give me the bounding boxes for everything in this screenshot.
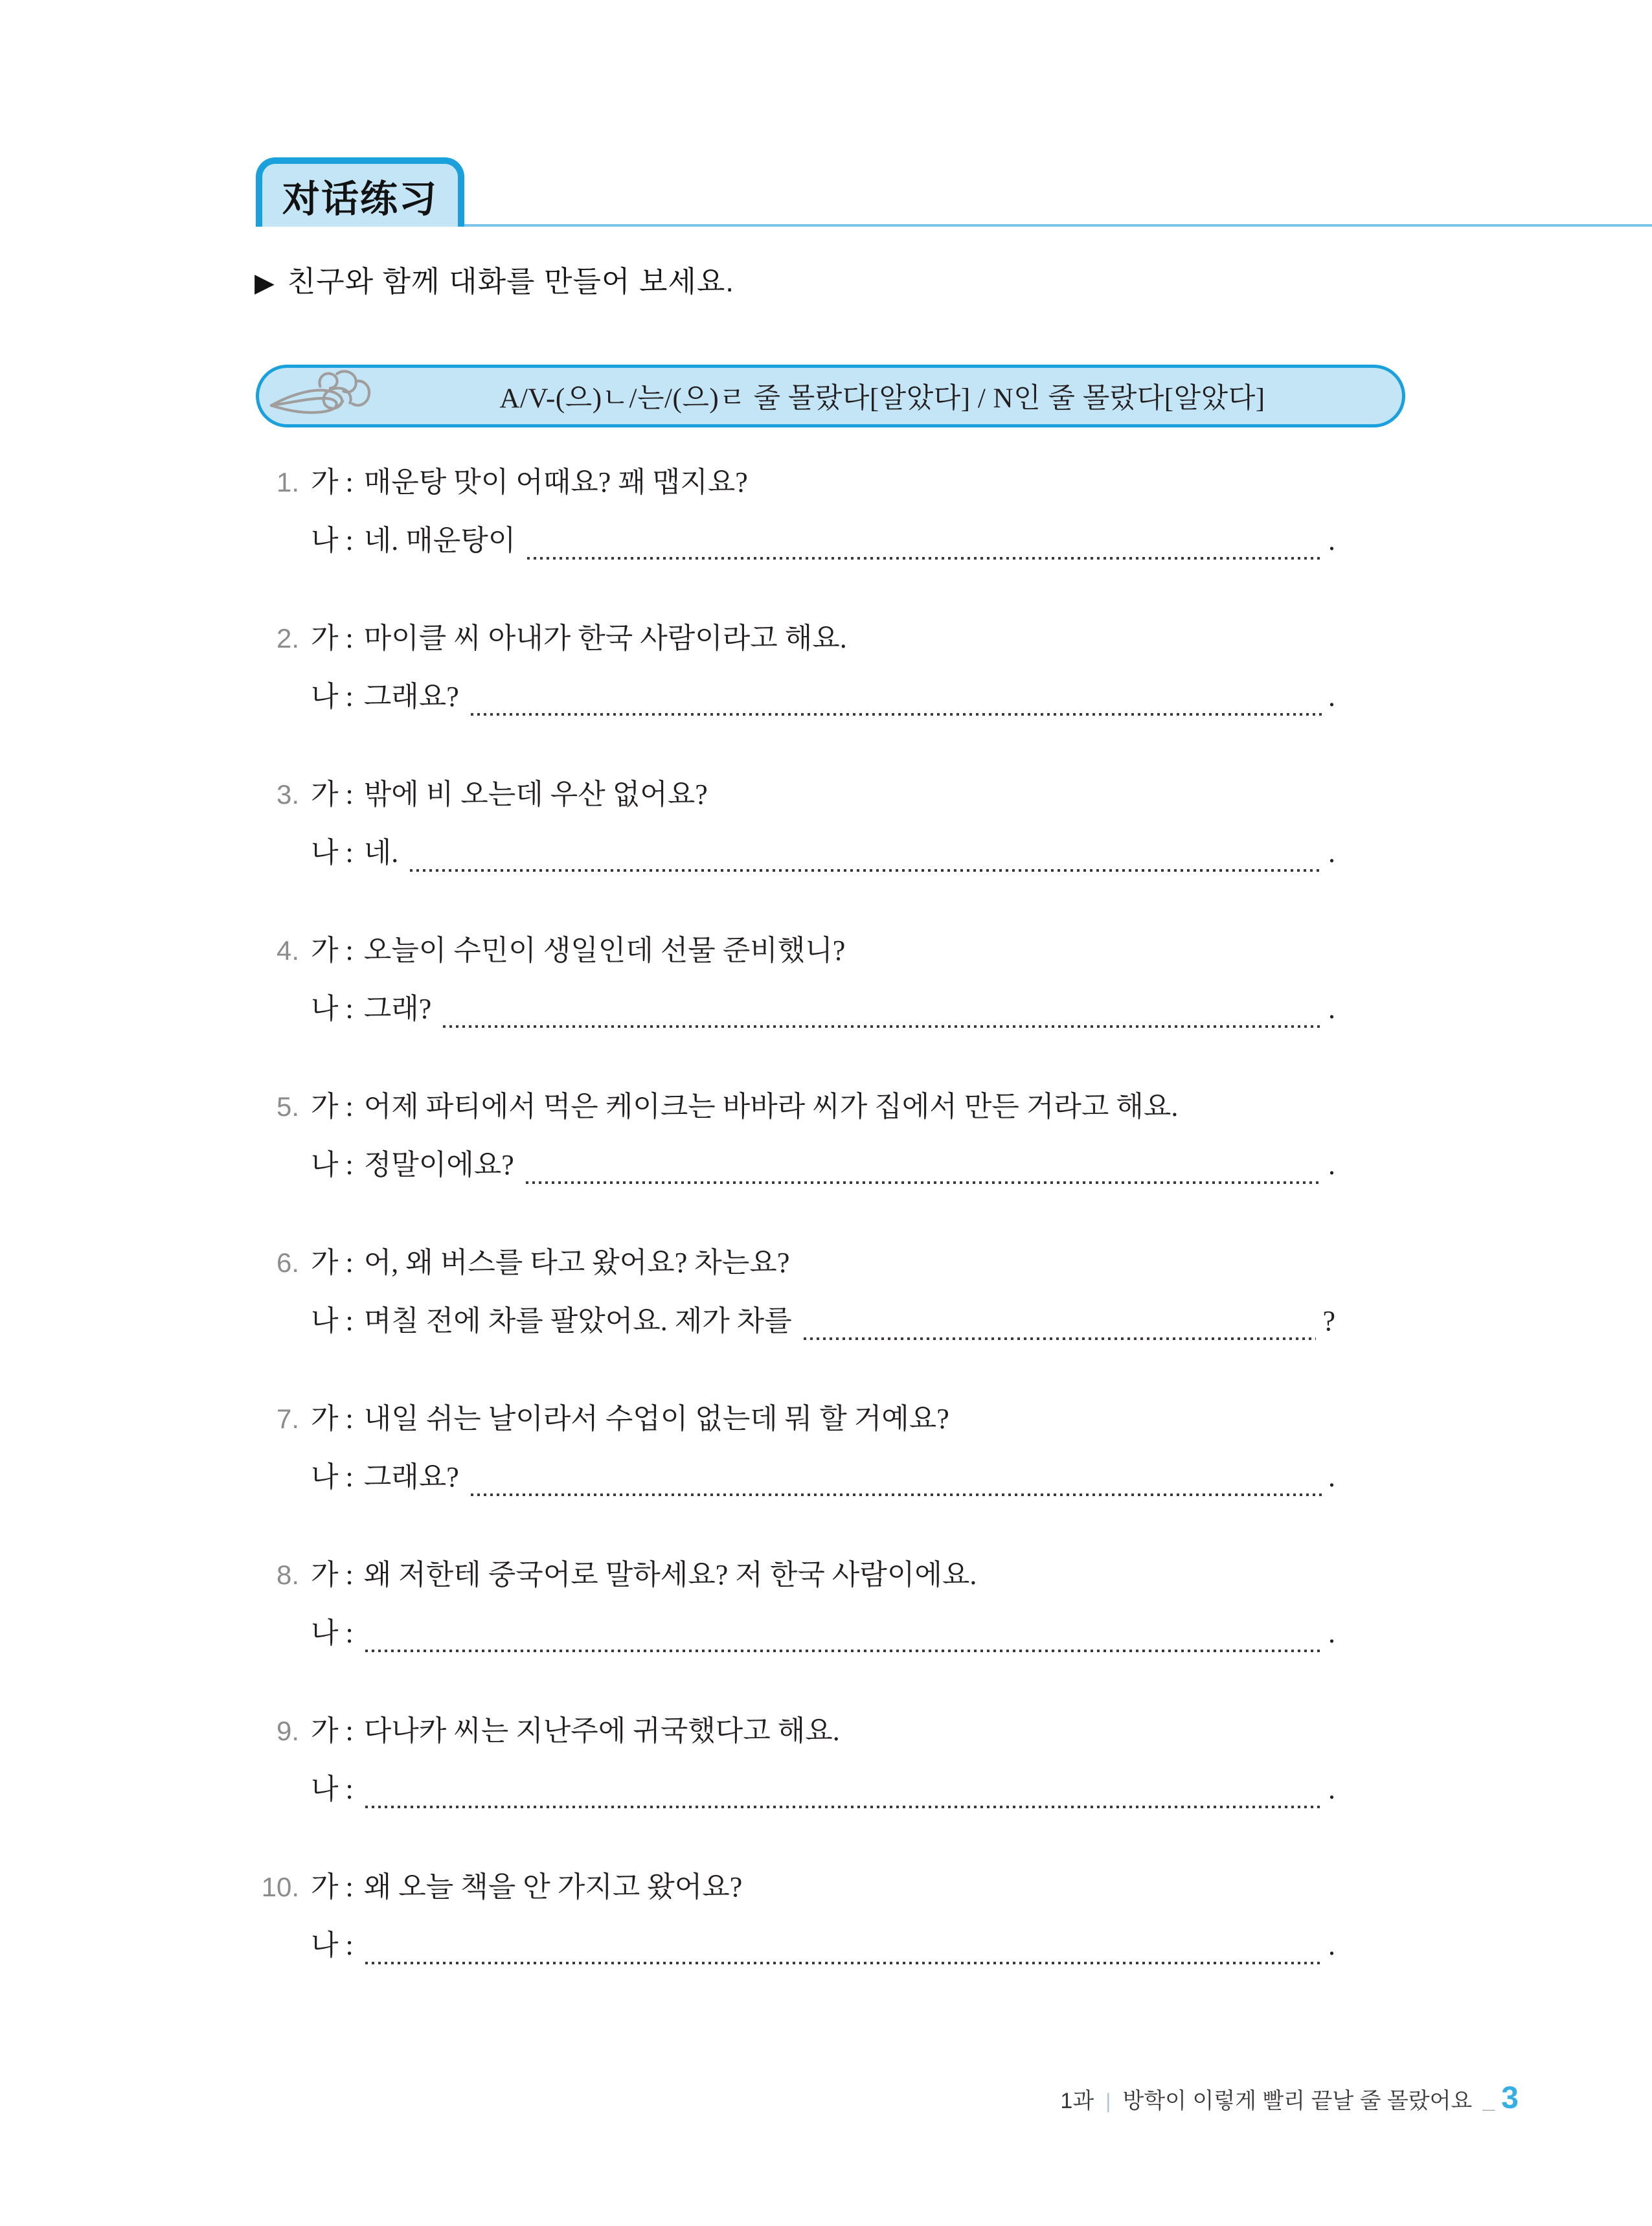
answer-punctuation: . [1328, 1773, 1335, 1805]
question-row [258, 922, 1335, 980]
question-text: 내일 쉬는 날이라서 수업이 없는데 뭐 할 거예요? [363, 1403, 949, 1435]
speaker-b-label: 나 : [311, 1461, 354, 1493]
answer-prefix: 정말이에요? [363, 1149, 514, 1181]
question-text: 어제 파티에서 먹은 케이크는 바바라 씨가 집에서 만든 거라고 해요. [363, 1091, 1179, 1122]
answer-blank [365, 1650, 1322, 1652]
exercise-item [258, 1234, 1335, 1350]
exercise-number: 2. [276, 623, 299, 653]
page-footer [1060, 2080, 1519, 2116]
answer-punctuation: . [1328, 525, 1335, 556]
exercise-number: 9. [276, 1716, 299, 1746]
answer-punctuation: . [1328, 993, 1335, 1025]
speaker-a-label: 가 : [311, 1871, 354, 1903]
speaker-a-label: 가 : [311, 622, 354, 654]
speaker-a-label: 가 : [311, 1715, 354, 1747]
answer-row [258, 1916, 1335, 1975]
exercise-number: 5. [276, 1091, 299, 1122]
triangle-bullet-icon: ▶ [255, 269, 275, 297]
exercise-item [258, 1390, 1335, 1506]
footer-lesson-title: 방학이 이렇게 빨리 끝날 줄 몰랐어요 [1122, 2089, 1473, 2113]
answer-blank [471, 1493, 1322, 1496]
section-tab-label: 对话练习 [282, 177, 438, 220]
answer-row [258, 1136, 1335, 1194]
answer-prefix: 네. [363, 837, 399, 869]
answer-prefix: 그래요? [363, 1461, 459, 1493]
answer-punctuation: . [1328, 1149, 1335, 1181]
speaker-b-label: 나 : [311, 837, 354, 869]
question-row [258, 1702, 1335, 1760]
speaker-b-label: 나 : [311, 1617, 354, 1649]
answer-punctuation: . [1328, 837, 1335, 869]
answer-row [258, 824, 1335, 882]
exercise-item [258, 1858, 1335, 1975]
exercise-number: 1. [276, 467, 299, 497]
exercise-number: 6. [276, 1247, 299, 1278]
exercise-item [258, 1546, 1335, 1663]
answer-prefix: 그래? [363, 993, 432, 1025]
speaker-a-label: 가 : [311, 466, 354, 498]
answer-row [258, 1448, 1335, 1506]
question-row [258, 1234, 1335, 1292]
exercise-item [258, 766, 1335, 882]
answer-row [258, 980, 1335, 1038]
answer-row [258, 1292, 1335, 1350]
exercise-number: 8. [276, 1560, 299, 1590]
cloud-swirl-icon [263, 369, 383, 428]
answer-prefix: 네. 매운탕이 [363, 525, 516, 556]
speaker-b-label: 나 : [311, 1929, 354, 1961]
question-text: 어, 왜 버스를 타고 왔어요? 차는요? [363, 1247, 790, 1278]
question-text: 다나카 씨는 지난주에 귀국했다고 해요. [363, 1715, 840, 1747]
question-row [258, 1390, 1335, 1448]
footer-dash: _ [1482, 2089, 1495, 2113]
speaker-a-label: 가 : [311, 935, 354, 966]
answer-prefix: 며칠 전에 차를 팔았어요. 제가 차를 [363, 1305, 792, 1337]
answer-blank [804, 1337, 1317, 1340]
exercise-number: 10. [261, 1872, 299, 1902]
speaker-b-label: 나 : [311, 525, 354, 556]
question-row [258, 453, 1335, 512]
speaker-b-label: 나 : [311, 1773, 354, 1805]
instruction [255, 258, 734, 300]
speaker-a-label: 가 : [311, 1091, 354, 1122]
footer-chapter: 1과 [1060, 2089, 1094, 2113]
exercise-number: 7. [276, 1403, 299, 1434]
answer-blank [365, 1962, 1322, 1964]
speaker-a-label: 가 : [311, 1559, 354, 1591]
speaker-b-label: 나 : [311, 1149, 354, 1181]
speaker-a-label: 가 : [311, 778, 354, 810]
answer-punctuation: . [1328, 681, 1335, 712]
question-text: 오늘이 수민이 생일인데 선물 준비했니? [363, 935, 846, 966]
grammar-banner [256, 365, 1405, 427]
answer-punctuation: . [1328, 1929, 1335, 1961]
footer-separator: | [1105, 2089, 1111, 2113]
answer-blank [410, 869, 1322, 872]
answer-row [258, 668, 1335, 726]
speaker-b-label: 나 : [311, 681, 354, 712]
question-text: 마이클 씨 아내가 한국 사람이라고 해요. [363, 622, 847, 654]
answer-blank [471, 713, 1322, 716]
instruction-text: 친구와 함께 대화를 만들어 보세요. [287, 265, 734, 298]
footer-page-number: 3 [1501, 2081, 1519, 2115]
exercise-number: 3. [276, 779, 299, 810]
question-text: 왜 저한테 중국어로 말하세요? 저 한국 사람이에요. [363, 1559, 977, 1591]
exercise-number: 4. [276, 935, 299, 966]
exercise-item [258, 1702, 1335, 1819]
speaker-b-label: 나 : [311, 993, 354, 1025]
answer-blank [443, 1025, 1322, 1028]
answer-blank [365, 1806, 1322, 1808]
question-text: 왜 오늘 책을 안 가지고 왔어요? [363, 1871, 743, 1903]
question-row [258, 1078, 1335, 1136]
speaker-a-label: 가 : [311, 1247, 354, 1278]
header-rule [256, 224, 1652, 227]
answer-punctuation: . [1328, 1461, 1335, 1493]
speaker-b-label: 나 : [311, 1305, 354, 1337]
grammar-pattern: A/V-(으)ㄴ/는/(으)ㄹ 줄 몰랐다[알았다] / N인 줄 몰랐다[알았다] [499, 383, 1265, 414]
answer-row [258, 1760, 1335, 1819]
exercise-item [258, 1078, 1335, 1194]
section-tab [256, 157, 464, 227]
question-row [258, 609, 1335, 668]
question-text: 매운탕 맛이 어때요? 꽤 맵지요? [363, 466, 748, 498]
answer-row [258, 512, 1335, 570]
answer-row [258, 1604, 1335, 1663]
question-row [258, 766, 1335, 824]
speaker-a-label: 가 : [311, 1403, 354, 1435]
answer-punctuation: ? [1322, 1305, 1335, 1337]
exercise-list [258, 453, 1335, 2014]
answer-punctuation: . [1328, 1617, 1335, 1649]
exercise-item [258, 609, 1335, 726]
question-row [258, 1858, 1335, 1916]
answer-blank [526, 1181, 1322, 1184]
exercise-item [258, 922, 1335, 1038]
question-row [258, 1546, 1335, 1604]
answer-blank [527, 557, 1322, 560]
exercise-item [258, 453, 1335, 570]
answer-prefix: 그래요? [363, 681, 459, 712]
question-text: 밖에 비 오는데 우산 없어요? [363, 778, 708, 810]
